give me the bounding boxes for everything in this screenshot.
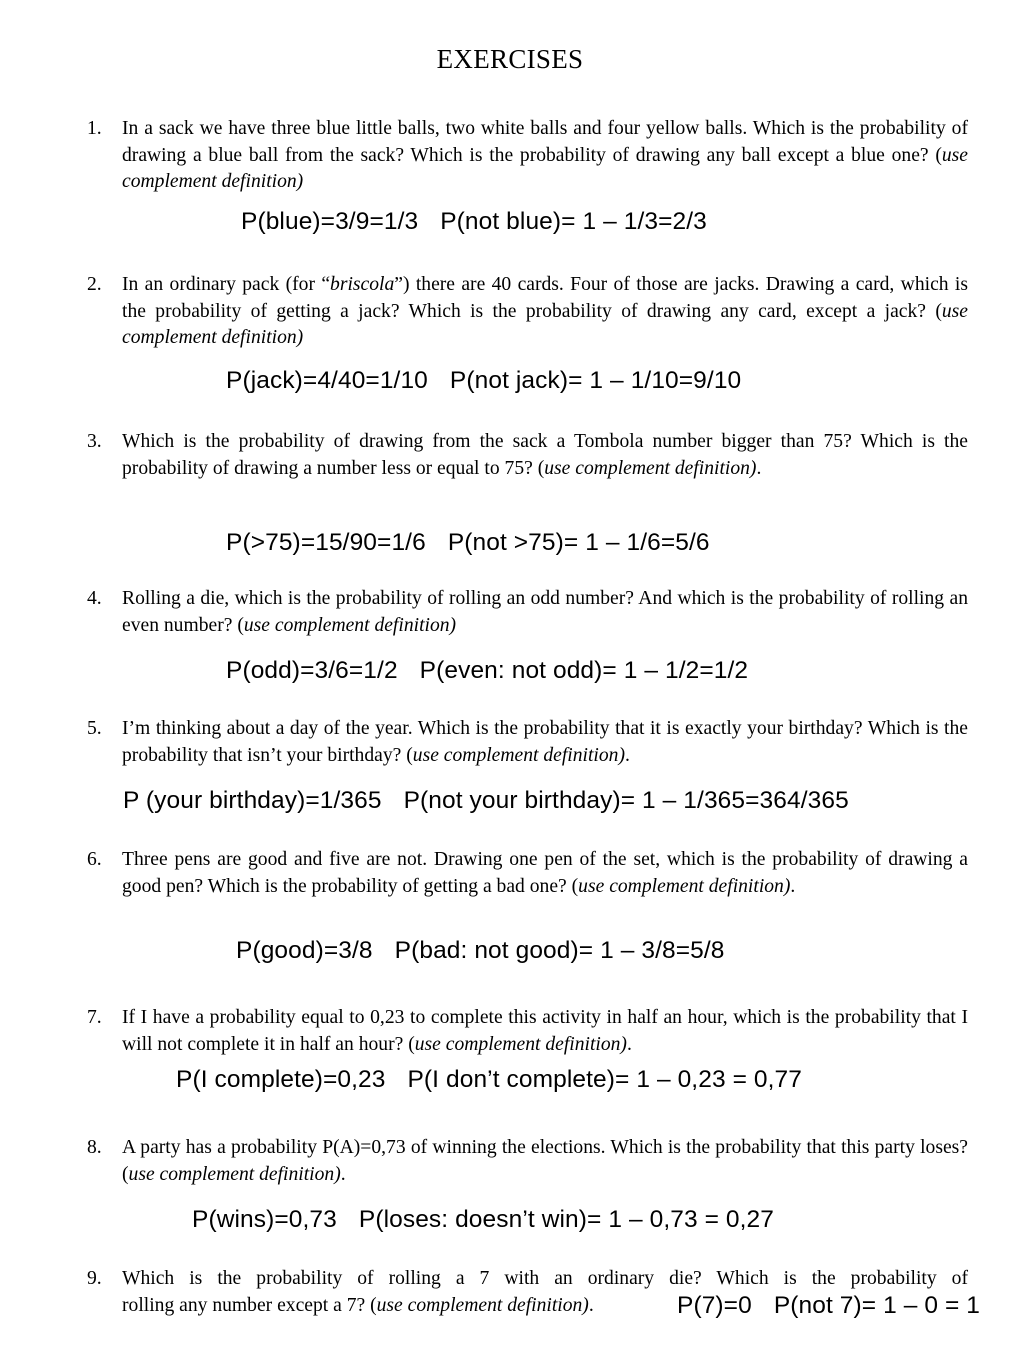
question-text-end: .: [626, 1033, 632, 1055]
question-text-end: .: [340, 1163, 346, 1185]
question-hint: use complement definition): [578, 875, 791, 897]
answer-probability: P(blue)=3/9=1/3: [241, 208, 419, 235]
answer-complement: P(bad: not good)= 1 – 3/8=5/8: [394, 937, 725, 964]
question-text: I’m thinking about a day of the year. Which is the probability that it is exactly your birthday? Which is the probability that isn’t your birthday? (: [122, 718, 968, 766]
answer-complement: P(not >75)= 1 – 1/6=5/6: [447, 529, 710, 556]
question-text-end: .: [625, 744, 630, 766]
exercise-number: 2.: [87, 274, 102, 295]
exercise-8-answer: [192, 1206, 774, 1234]
question-hint: use complement definition): [412, 744, 625, 766]
question-text: If I have a probability equal to 0,23 to complete this activity in half an hour, which is the probability that I will not complete it in half an hour? (: [122, 1007, 968, 1055]
exercise-number: 9.: [87, 1268, 102, 1289]
answer-complement: P(not blue)= 1 – 1/3=2/3: [440, 208, 707, 235]
exercise-number: 3.: [87, 431, 102, 452]
exercise-6-answer: [236, 937, 724, 965]
page-title: EXERCISES: [436, 44, 584, 74]
question-italic-word: briscola: [330, 274, 395, 295]
exercise-2-question: [87, 272, 968, 352]
exercise-7-answer: [176, 1066, 802, 1094]
exercise-4-answer: [226, 657, 748, 685]
exercise-number: 5.: [87, 718, 102, 739]
answer-complement: P(not jack)= 1 – 1/10=9/10: [449, 367, 742, 394]
exercise-number: 4.: [87, 588, 102, 609]
question-hint: use complement definition): [122, 144, 968, 192]
question-text: ”) there are 40 cards. Four of those are jacks. Drawing a card, which is the probability of getting a jack? Which is the probability of drawing any card, except a jack? (: [122, 274, 968, 322]
question-text: Which is the probability of drawing from the sack a Tombola number bigger than 75? Which is the probability of drawing a number less or equal to 75? (: [122, 431, 968, 479]
answer-complement: P(not 7)= 1 – 0 = 1: [773, 1292, 981, 1319]
answer-complement: P(not your birthday)= 1 – 1/365=364/365: [403, 787, 849, 814]
exercise-3-answer: [226, 529, 710, 557]
answer-complement: P(loses: doesn’t win)= 1 – 0,73 = 0,27: [358, 1206, 774, 1233]
question-hint: use complement definition): [414, 1033, 627, 1055]
question-text: Three pens are good and five are not. Drawing one pen of the set, which is the probability of drawing a good pen? Which is the probability of getting a bad one? (: [122, 849, 968, 897]
exercise-2-answer: [226, 367, 741, 395]
answer-probability: P(odd)=3/6=1/2: [226, 657, 398, 684]
question-text: Rolling a die, which is the probability of rolling an odd number? And which is the probability of rolling an even number? (: [122, 588, 968, 636]
exercise-1-question: [87, 116, 968, 196]
exercise-7-question: [87, 1005, 968, 1058]
question-hint: use complement definition): [128, 1163, 341, 1185]
answer-probability: P(jack)=4/40=1/10: [226, 367, 428, 394]
exercise-number: 8.: [87, 1137, 102, 1158]
answer-probability: P(good)=3/8: [236, 937, 373, 964]
answer-probability: P(7)=0: [677, 1292, 752, 1319]
answer-complement: P(even: not odd)= 1 – 1/2=1/2: [419, 657, 749, 684]
exercise-4-question: [87, 586, 968, 639]
question-text-line-1: Which is the probability of rolling a 7 with an ordinary die? Which is the probability of: [122, 1268, 968, 1289]
exercise-3-question: [87, 429, 968, 482]
question-hint: use complement definition): [122, 300, 968, 348]
question-text-end: .: [756, 457, 762, 479]
question-text: In a sack we have three blue little balls, two white balls and four yellow balls. Which is the probability of drawing a blue ball from the sack? Which is the probability of drawing any ball except a blue one? (: [122, 118, 968, 166]
exercise-number: 7.: [87, 1007, 102, 1028]
exercise-1-answer: [241, 208, 707, 236]
question-hint: use complement definition): [376, 1294, 589, 1316]
answer-probability: P(>75)=15/90=1/6: [226, 529, 426, 556]
exercise-8-question: [87, 1135, 968, 1188]
question-text: rolling any number except a 7? (: [122, 1294, 377, 1316]
question-text-end: .: [588, 1294, 594, 1316]
question-hint: use complement definition): [544, 457, 757, 479]
exercise-6-question: [87, 847, 968, 900]
exercise-number: 1.: [87, 118, 102, 139]
answer-probability: P (your birthday)=1/365: [123, 787, 382, 814]
question-text-start: In an ordinary pack (for “: [122, 274, 331, 295]
exercise-9-answer: [677, 1292, 980, 1320]
answer-probability: P(I complete)=0,23: [176, 1066, 386, 1093]
answer-complement: P(I don’t complete)= 1 – 0,23 = 0,77: [407, 1066, 802, 1093]
question-hint: use complement definition): [243, 614, 457, 636]
question-text-end: .: [790, 875, 796, 897]
exercise-5-question: [87, 716, 968, 769]
question-text: A party has a probability P(A)=0,73 of winning the elections. Which is the probability that this party loses? (: [122, 1137, 968, 1185]
exercise-5-answer: [123, 787, 849, 815]
exercise-number: 6.: [87, 849, 102, 870]
answer-probability: P(wins)=0,73: [192, 1206, 337, 1233]
